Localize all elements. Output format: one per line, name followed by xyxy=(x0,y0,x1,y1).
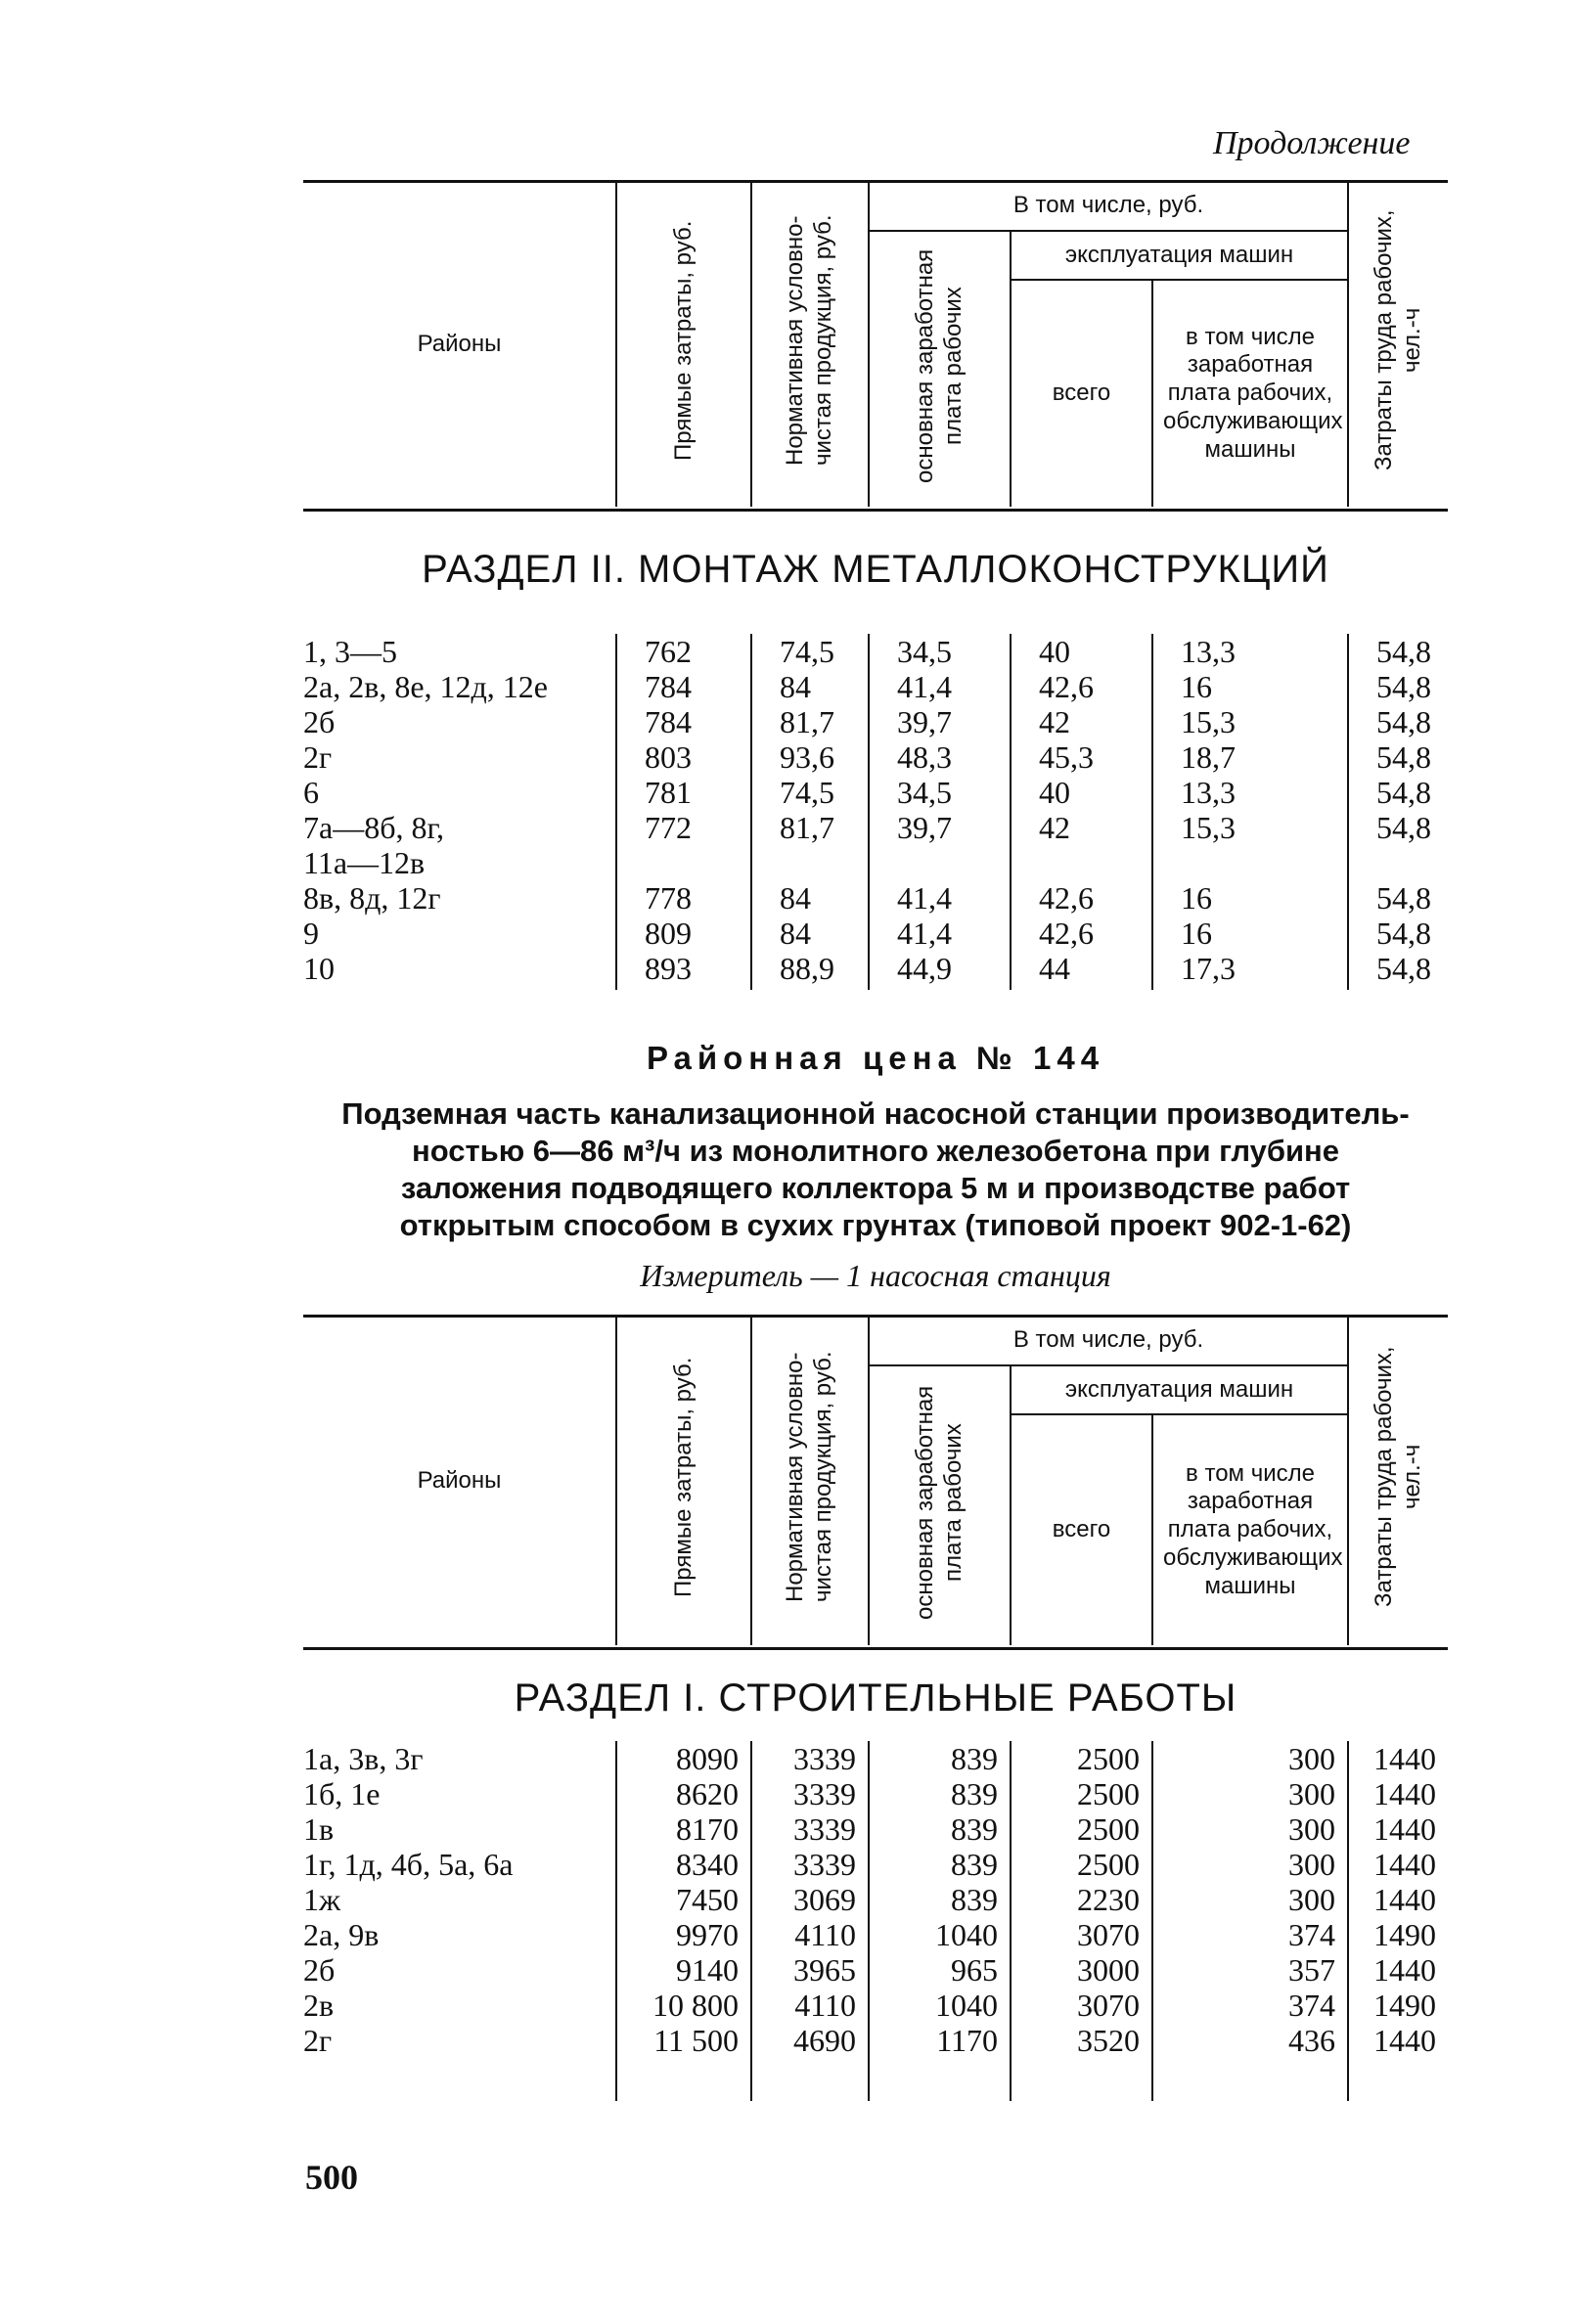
value-cell: 3339 xyxy=(751,1776,869,1811)
header-direct-costs: Прямые затраты, руб. xyxy=(616,1317,751,1645)
value-cell: 17,3 xyxy=(1152,951,1348,986)
value-cell: 839 xyxy=(869,1847,1011,1882)
value-cell: 839 xyxy=(869,1811,1011,1847)
value-cell: 54,8 xyxy=(1348,669,1448,704)
value-cell: 3069 xyxy=(751,1882,869,1917)
value-cell: 8170 xyxy=(616,1811,751,1847)
spacer-cell xyxy=(1011,986,1152,990)
table-row xyxy=(303,669,1448,704)
value-cell: 772 xyxy=(616,810,751,845)
value-cell: 784 xyxy=(616,669,751,704)
value-cell: 15,3 xyxy=(1152,810,1348,845)
value-cell: 40 xyxy=(1011,634,1152,669)
measure-unit: Измеритель — 1 насосная станция xyxy=(640,1258,1111,1293)
region-cell: 7а—8б, 8г, xyxy=(303,810,444,845)
table-row xyxy=(303,1811,1448,1847)
header-normative: Нормативная условно-чистая продукция, руб. xyxy=(751,182,869,507)
continued-label: Продолжение xyxy=(1213,125,1411,161)
value-cell: 3520 xyxy=(1011,2023,1152,2058)
region-cell: 6 xyxy=(303,775,319,810)
spacer-cell xyxy=(1152,2058,1348,2101)
value-cell: 81,7 xyxy=(751,810,869,845)
value-cell: 2500 xyxy=(1011,1847,1152,1882)
table1-section-title: РАЗДЕЛ II. МОНТАЖ МЕТАЛЛОКОНСТРУКЦИЙ xyxy=(422,548,1329,591)
price-description xyxy=(293,1095,1458,1244)
value-cell: 2500 xyxy=(1011,1741,1152,1776)
value-cell: 54,8 xyxy=(1348,775,1448,810)
spacer-cell xyxy=(1348,2058,1448,2101)
header-direct-costs: Прямые затраты, руб. xyxy=(616,182,751,507)
spacer-cell xyxy=(616,2058,751,2101)
table-row xyxy=(303,1988,1448,2023)
value-cell: 3339 xyxy=(751,1847,869,1882)
value-cell: 839 xyxy=(869,1776,1011,1811)
table-row xyxy=(303,951,1448,986)
spacer-cell xyxy=(1348,986,1448,990)
region-cell: 10 xyxy=(303,951,335,986)
header-machine-operation: эксплуатация машин xyxy=(1011,1365,1348,1414)
value-cell: 54,8 xyxy=(1348,739,1448,775)
value-cell: 74,5 xyxy=(751,634,869,669)
value-cell: 84 xyxy=(751,880,869,916)
table-row xyxy=(303,1776,1448,1811)
page-number: 500 xyxy=(305,2158,358,2197)
value-cell: 2500 xyxy=(1011,1776,1152,1811)
table-row xyxy=(303,880,1448,916)
value-cell: 965 xyxy=(869,1952,1011,1988)
region-cell: 2а, 2в, 8е, 12д, 12е xyxy=(303,669,548,704)
value-cell: 809 xyxy=(616,916,751,951)
value-cell: 1440 xyxy=(1348,1847,1448,1882)
region-cell: 1в xyxy=(303,1811,335,1847)
value-cell: 9140 xyxy=(616,1952,751,1988)
table-row xyxy=(303,810,1448,845)
value-cell: 4110 xyxy=(751,1988,869,2023)
value-cell: 1040 xyxy=(869,1988,1011,2023)
value-cell: 54,8 xyxy=(1348,916,1448,951)
table-row xyxy=(303,916,1448,951)
value-cell: 8090 xyxy=(616,1741,751,1776)
value-cell: 1040 xyxy=(869,1917,1011,1952)
value-cell: 42,6 xyxy=(1011,880,1152,916)
spacer-cell xyxy=(616,986,751,990)
value-cell: 300 xyxy=(1152,1776,1348,1811)
header-basic-wage: основная заработная плата рабочих xyxy=(869,231,1011,507)
region-cell: 1а, 3в, 3г xyxy=(303,1741,424,1776)
value-cell: 1490 xyxy=(1348,1988,1448,2023)
value-cell: 42,6 xyxy=(1011,669,1152,704)
value-cell: 16 xyxy=(1152,669,1348,704)
table-row xyxy=(303,1847,1448,1882)
value-cell xyxy=(1348,845,1448,880)
table-row-spacer xyxy=(303,986,1448,990)
value-cell: 74,5 xyxy=(751,775,869,810)
region-cell: 1г, 1д, 4б, 5а, 6а xyxy=(303,1847,514,1882)
header-labor: Затраты труда рабочих, чел.-ч xyxy=(1348,1317,1448,1645)
region-cell: 1ж xyxy=(303,1882,341,1917)
value-cell: 1440 xyxy=(1348,1952,1448,1988)
value-cell: 1440 xyxy=(1348,1811,1448,1847)
value-cell: 436 xyxy=(1152,2023,1348,2058)
value-cell xyxy=(751,845,869,880)
value-cell: 7450 xyxy=(616,1882,751,1917)
value-cell: 45,3 xyxy=(1011,739,1152,775)
value-cell: 34,5 xyxy=(869,775,1011,810)
spacer-cell xyxy=(303,986,616,990)
value-cell: 41,4 xyxy=(869,916,1011,951)
value-cell: 300 xyxy=(1152,1882,1348,1917)
value-cell: 41,4 xyxy=(869,880,1011,916)
value-cell: 374 xyxy=(1152,1917,1348,1952)
header-total: всего xyxy=(1011,280,1152,507)
table-row xyxy=(303,845,1448,880)
value-cell: 3965 xyxy=(751,1952,869,1988)
price-description-line: заложения подводящего коллектора 5 м и производстве работ xyxy=(400,1171,1351,1205)
value-cell: 3070 xyxy=(1011,1917,1152,1952)
table1-header xyxy=(303,182,1448,507)
header-incl-wage: в том числе заработная плата рабочих, обслуживающих машины xyxy=(1152,280,1348,507)
region-cell: 8в, 8д, 12г xyxy=(303,880,441,916)
table-row-spacer xyxy=(303,2058,1448,2101)
header-regions: Районы xyxy=(417,330,502,357)
region-cell: 2а, 9в xyxy=(303,1917,380,1952)
value-cell xyxy=(1152,845,1348,880)
value-cell: 34,5 xyxy=(869,634,1011,669)
header-including: В том числе, руб. xyxy=(869,182,1348,231)
value-cell: 54,8 xyxy=(1348,634,1448,669)
spacer-cell xyxy=(1152,986,1348,990)
table1-body xyxy=(303,634,1448,990)
value-cell: 9970 xyxy=(616,1917,751,1952)
value-cell: 84 xyxy=(751,916,869,951)
table-row xyxy=(303,775,1448,810)
region-cell: 1, 3—5 xyxy=(303,634,397,669)
value-cell: 41,4 xyxy=(869,669,1011,704)
value-cell: 88,9 xyxy=(751,951,869,986)
value-cell: 1490 xyxy=(1348,1917,1448,1952)
value-cell: 300 xyxy=(1152,1811,1348,1847)
value-cell: 2500 xyxy=(1011,1811,1152,1847)
value-cell: 1440 xyxy=(1348,1882,1448,1917)
spacer-cell xyxy=(869,986,1011,990)
value-cell: 3339 xyxy=(751,1811,869,1847)
value-cell: 48,3 xyxy=(869,739,1011,775)
value-cell: 42 xyxy=(1011,704,1152,739)
value-cell: 54,8 xyxy=(1348,704,1448,739)
value-cell: 54,8 xyxy=(1348,810,1448,845)
value-cell: 42 xyxy=(1011,810,1152,845)
value-cell: 39,7 xyxy=(869,810,1011,845)
value-cell: 803 xyxy=(616,739,751,775)
spacer-cell xyxy=(751,2058,869,2101)
value-cell: 1170 xyxy=(869,2023,1011,2058)
value-cell: 54,8 xyxy=(1348,951,1448,986)
value-cell: 839 xyxy=(869,1741,1011,1776)
value-cell: 839 xyxy=(869,1882,1011,1917)
value-cell: 54,8 xyxy=(1348,880,1448,916)
value-cell: 84 xyxy=(751,669,869,704)
value-cell: 81,7 xyxy=(751,704,869,739)
price-description-line: Подземная часть канализационной насосной станции производитель- xyxy=(341,1096,1410,1131)
header-incl-wage: в том числе заработная плата рабочих, обслуживающих машины xyxy=(1152,1414,1348,1645)
region-cell: 11а—12в xyxy=(303,845,426,880)
table-row xyxy=(303,1917,1448,1952)
header-including: В том числе, руб. xyxy=(869,1317,1348,1365)
value-cell: 40 xyxy=(1011,775,1152,810)
value-cell: 11 500 xyxy=(616,2023,751,2058)
value-cell: 893 xyxy=(616,951,751,986)
value-cell: 300 xyxy=(1152,1847,1348,1882)
value-cell: 39,7 xyxy=(869,704,1011,739)
table-row xyxy=(303,1882,1448,1917)
value-cell: 784 xyxy=(616,704,751,739)
price-title: Районная цена № 144 xyxy=(646,1040,1105,1076)
value-cell: 8620 xyxy=(616,1776,751,1811)
value-cell: 3000 xyxy=(1011,1952,1152,1988)
value-cell: 374 xyxy=(1152,1988,1348,2023)
value-cell: 357 xyxy=(1152,1952,1348,1988)
value-cell xyxy=(869,845,1011,880)
table2-body xyxy=(303,1741,1448,2101)
table-row xyxy=(303,1741,1448,1776)
value-cell: 15,3 xyxy=(1152,704,1348,739)
table2-header-rule xyxy=(303,1647,1448,1650)
table2-header xyxy=(303,1317,1448,1645)
value-cell: 44 xyxy=(1011,951,1152,986)
price-description-line: ностью 6—86 м³/ч из монолитного железобетона при глубине xyxy=(411,1134,1340,1168)
header-basic-wage: основная заработная плата рабочих xyxy=(869,1365,1011,1645)
region-cell: 2г xyxy=(303,739,333,775)
value-cell: 4110 xyxy=(751,1917,869,1952)
table1-header-rule xyxy=(303,509,1448,512)
region-cell: 2б xyxy=(303,1952,336,1988)
value-cell: 8340 xyxy=(616,1847,751,1882)
value-cell: 16 xyxy=(1152,880,1348,916)
value-cell: 13,3 xyxy=(1152,634,1348,669)
value-cell: 13,3 xyxy=(1152,775,1348,810)
spacer-cell xyxy=(303,2058,616,2101)
value-cell: 3070 xyxy=(1011,1988,1152,2023)
value-cell: 10 800 xyxy=(616,1988,751,2023)
value-cell: 300 xyxy=(1152,1741,1348,1776)
header-labor: Затраты труда рабочих, чел.-ч xyxy=(1348,182,1448,507)
spacer-cell xyxy=(1011,2058,1152,2101)
value-cell: 18,7 xyxy=(1152,739,1348,775)
value-cell: 42,6 xyxy=(1011,916,1152,951)
value-cell: 2230 xyxy=(1011,1882,1152,1917)
price-description-line: открытым способом в сухих грунтах (типовой проект 902-1-62) xyxy=(399,1208,1352,1242)
value-cell: 93,6 xyxy=(751,739,869,775)
table-row xyxy=(303,2023,1448,2058)
header-regions: Районы xyxy=(417,1466,502,1494)
header-machine-operation: эксплуатация машин xyxy=(1011,231,1348,280)
table-row xyxy=(303,1952,1448,1988)
table-row xyxy=(303,634,1448,669)
value-cell: 1440 xyxy=(1348,2023,1448,2058)
value-cell: 16 xyxy=(1152,916,1348,951)
region-cell: 1б, 1е xyxy=(303,1776,381,1811)
region-cell: 2г xyxy=(303,2023,333,2058)
value-cell xyxy=(1011,845,1152,880)
spacer-cell xyxy=(869,2058,1011,2101)
spacer-cell xyxy=(751,986,869,990)
value-cell: 44,9 xyxy=(869,951,1011,986)
value-cell xyxy=(616,845,751,880)
region-cell: 2в xyxy=(303,1988,335,2023)
value-cell: 3339 xyxy=(751,1741,869,1776)
table-row xyxy=(303,739,1448,775)
value-cell: 762 xyxy=(616,634,751,669)
table2-section-title: РАЗДЕЛ I. СТРОИТЕЛЬНЫЕ РАБОТЫ xyxy=(514,1676,1237,1720)
value-cell: 781 xyxy=(616,775,751,810)
table-row xyxy=(303,704,1448,739)
value-cell: 1440 xyxy=(1348,1741,1448,1776)
value-cell: 1440 xyxy=(1348,1776,1448,1811)
value-cell: 4690 xyxy=(751,2023,869,2058)
header-total: всего xyxy=(1011,1414,1152,1645)
region-cell: 9 xyxy=(303,916,319,951)
value-cell: 778 xyxy=(616,880,751,916)
header-normative: Нормативная условно-чистая продукция, руб. xyxy=(751,1317,869,1645)
region-cell: 2б xyxy=(303,704,336,739)
